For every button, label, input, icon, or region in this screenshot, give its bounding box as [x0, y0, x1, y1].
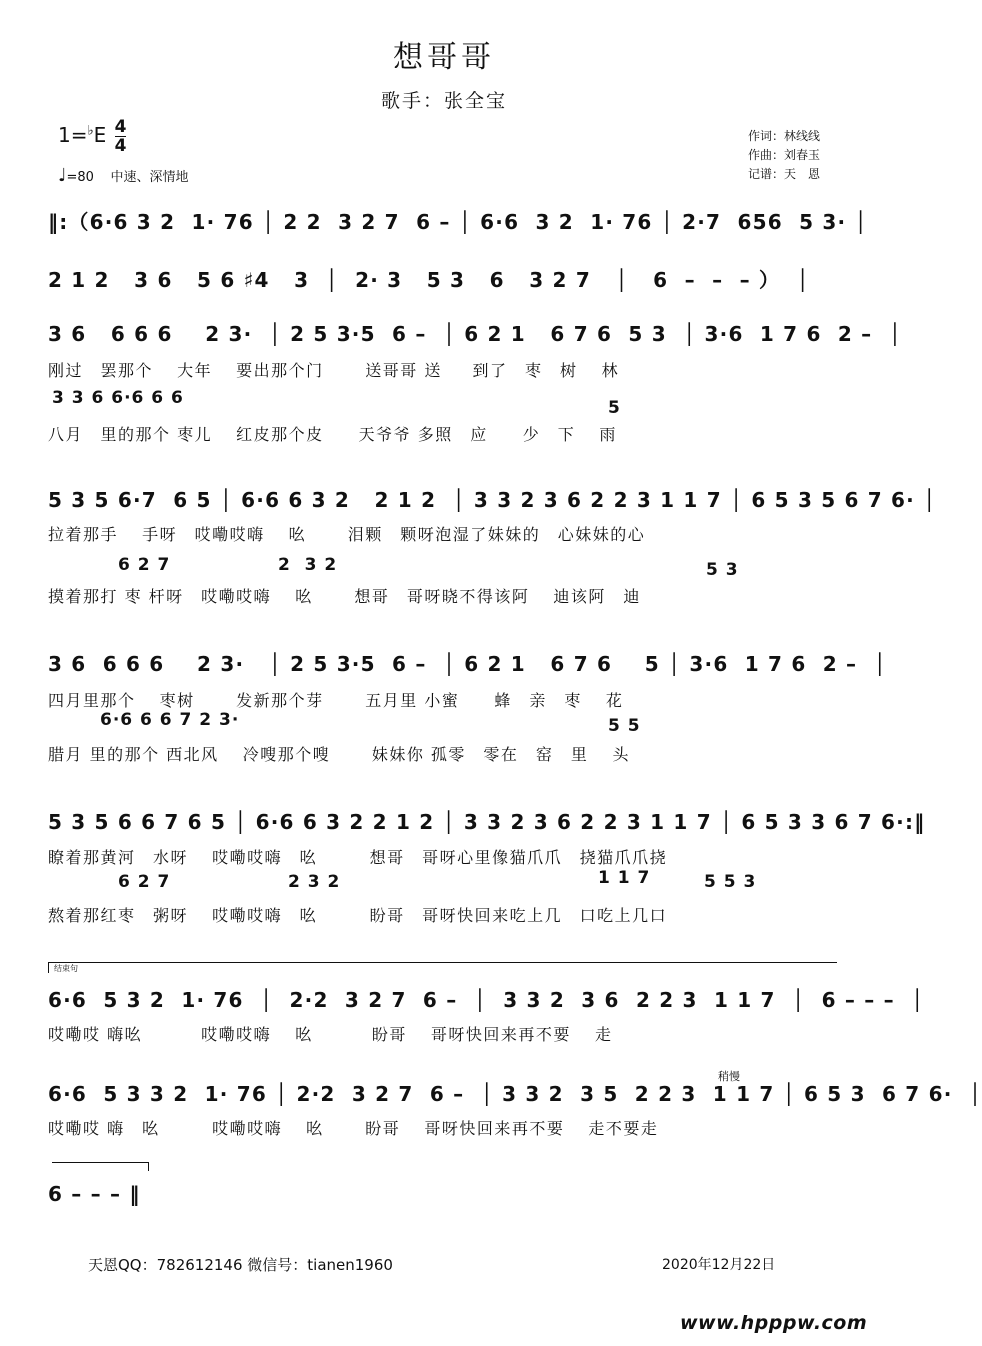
- singer-line: 歌手：张全宝: [380, 90, 507, 112]
- alt-notes-row-6-c: 1 1 7: [598, 868, 651, 888]
- lyricist: 作词：林线线: [748, 129, 821, 143]
- alt-notes-row-4-b: 2 3 2: [278, 555, 338, 575]
- alt-notes-row-4-a: 6 2 7: [118, 555, 171, 575]
- notation-row-5: 3 6 6 6 6 2 3· │ 2 5 3·5 6 – │ 6 2 1 6 7 6 5 │ 3·6 1 7 6 2 – │: [48, 652, 887, 676]
- contact-info: 天恩QQ：782612146 微信号：tianen1960: [88, 1256, 393, 1274]
- lyric-row-8: 哎嘞哎 嗨 吆 哎嘞哎嗨 吆 盼哥 哥呀快回来再不要 走不要走: [48, 1119, 659, 1138]
- transcriber: 记谱：天 恩: [748, 167, 821, 181]
- key-signature: [58, 118, 126, 155]
- lyric-row-4-verse-1: 拉着那手 手呀 哎嘞哎嗨 吆 泪颗 颗呀泡湿了妹妹的 心妹妹的心: [48, 525, 646, 544]
- notation-row-4: 5 3 5 6·7 6 5 │ 6·6 6 3 2 2 1 2 │ 3 3 2 3 6 2 2 3 1 1 7 │ 6 5 3 5 6 7 6· │: [48, 488, 937, 512]
- alt-notes-row-6-a: 6 2 7: [118, 872, 171, 892]
- alt-notes-row-5-a: 6·6 6 6 7 2 3·: [100, 710, 240, 730]
- lyric-row-6-verse-2: 熬着那红枣 粥呀 哎嘞哎嗨 吆 盼哥 哥呀快回来吃上几 口吃上几口: [48, 906, 668, 925]
- tempo-value: =80: [66, 170, 94, 185]
- notation-row-7: 6·6 5 3 2 1· 76 │ 2·2 3 2 7 6 – │ 3 3 2 3 6 2 2 3 1 1 7 │ 6 – – – │: [48, 988, 925, 1012]
- time-denominator: 4: [114, 136, 127, 156]
- alt-notes-row-4-c: 5 3: [706, 560, 739, 580]
- ending-label: 结束句: [54, 964, 78, 973]
- lyric-row-5-verse-1: 四月里那个 枣树 发新那个芽 五月里 小蜜 蜂 亲 枣 花: [48, 691, 624, 710]
- key-letter: E: [93, 123, 107, 147]
- alt-notes-row-3-b: 5: [608, 398, 621, 418]
- lyric-row-6-verse-1: 瞭着那黄河 水呀 哎嘞哎嗨 吆 想哥 哥呀心里像猫爪爪 挠猫爪爪挠: [48, 848, 668, 867]
- ending-bracket: [48, 962, 837, 973]
- time-signature: [115, 118, 127, 155]
- tempo-expression: 中速、深情地: [110, 170, 189, 185]
- alt-notes-row-3: 3 3 6 6·6 6 6: [52, 388, 184, 408]
- key-prefix: 1=: [58, 123, 88, 147]
- credits: [748, 127, 820, 184]
- notation-row-1: ‖:（6·6 3 2 1· 76 │ 2 2 3 2 7 6 – │ 6·6 3 2 1· 76 │ 2·7 656 5 3· │: [48, 210, 868, 234]
- quarter-note-icon: ♩: [58, 165, 67, 186]
- lyric-row-4-verse-2: 摸着那打 枣 杆呀 哎嘞哎嗨 吆 想哥 哥呀晓不得该阿 迪该阿 迪: [48, 587, 641, 606]
- composer: 作曲：刘春玉: [748, 148, 821, 162]
- alt-notes-row-5-b: 5 5: [608, 716, 641, 736]
- flat-sign: ♭: [87, 123, 94, 139]
- notation-row-8: 6·6 5 3 3 2 1· 76 │ 2·2 3 2 7 6 – │ 3 3 2 3 5 2 2 3 1 1 7 │ 6 5 3 6 7 6· │: [48, 1082, 982, 1106]
- final-bracket: [52, 1162, 149, 1171]
- song-title: 想哥哥: [393, 40, 495, 75]
- tempo-change-mark: 稍慢: [718, 1070, 740, 1083]
- notation-row-3: 3 6 6 6 6 2 3· │ 2 5 3·5 6 – │ 6 2 1 6 7 6 5 3 │ 3·6 1 7 6 2 – │: [48, 322, 902, 346]
- lyric-row-3-verse-2: 八月 里的那个 枣儿 红皮那个皮 天爷爷 多照 应 少 下 雨: [48, 425, 617, 444]
- lyric-row-3-verse-1: 刚过 罢那个 大年 要出那个门 送哥哥 送 到了 枣 树 林: [48, 361, 620, 380]
- tempo-marking: [58, 165, 188, 186]
- lyric-row-7: 哎嘞哎 嗨吆 哎嘞哎嗨 吆 盼哥 哥呀快回来再不要 走: [48, 1025, 613, 1044]
- time-numerator: 4: [114, 117, 127, 137]
- lyric-row-5-verse-2: 腊月 里的那个 西北风 冷嗖那个嗖 妹妹你 孤零 零在 窑 里 头: [48, 745, 631, 764]
- date-stamp: 2020年12月22日: [662, 1257, 776, 1273]
- notation-row-9: 6 – – – ‖: [48, 1182, 141, 1206]
- notation-row-2: 2 1 2 3 6 5 6 ♯4 3 │ 2· 3 5 3 6 3 2 7 │ 6 – – – ） │: [48, 268, 810, 292]
- alt-notes-row-6-d: 5 5 3: [704, 872, 757, 892]
- site-watermark: www.hpppw.com: [680, 1312, 868, 1334]
- alt-notes-row-6-b: 2 3 2: [288, 872, 341, 892]
- notation-row-6: 5 3 5 6 6 7 6 5 │ 6·6 6 3 2 2 1 2 │ 3 3 2 3 6 2 2 3 1 1 7 │ 6 5 3 3 6 7 6·:‖: [48, 810, 926, 834]
